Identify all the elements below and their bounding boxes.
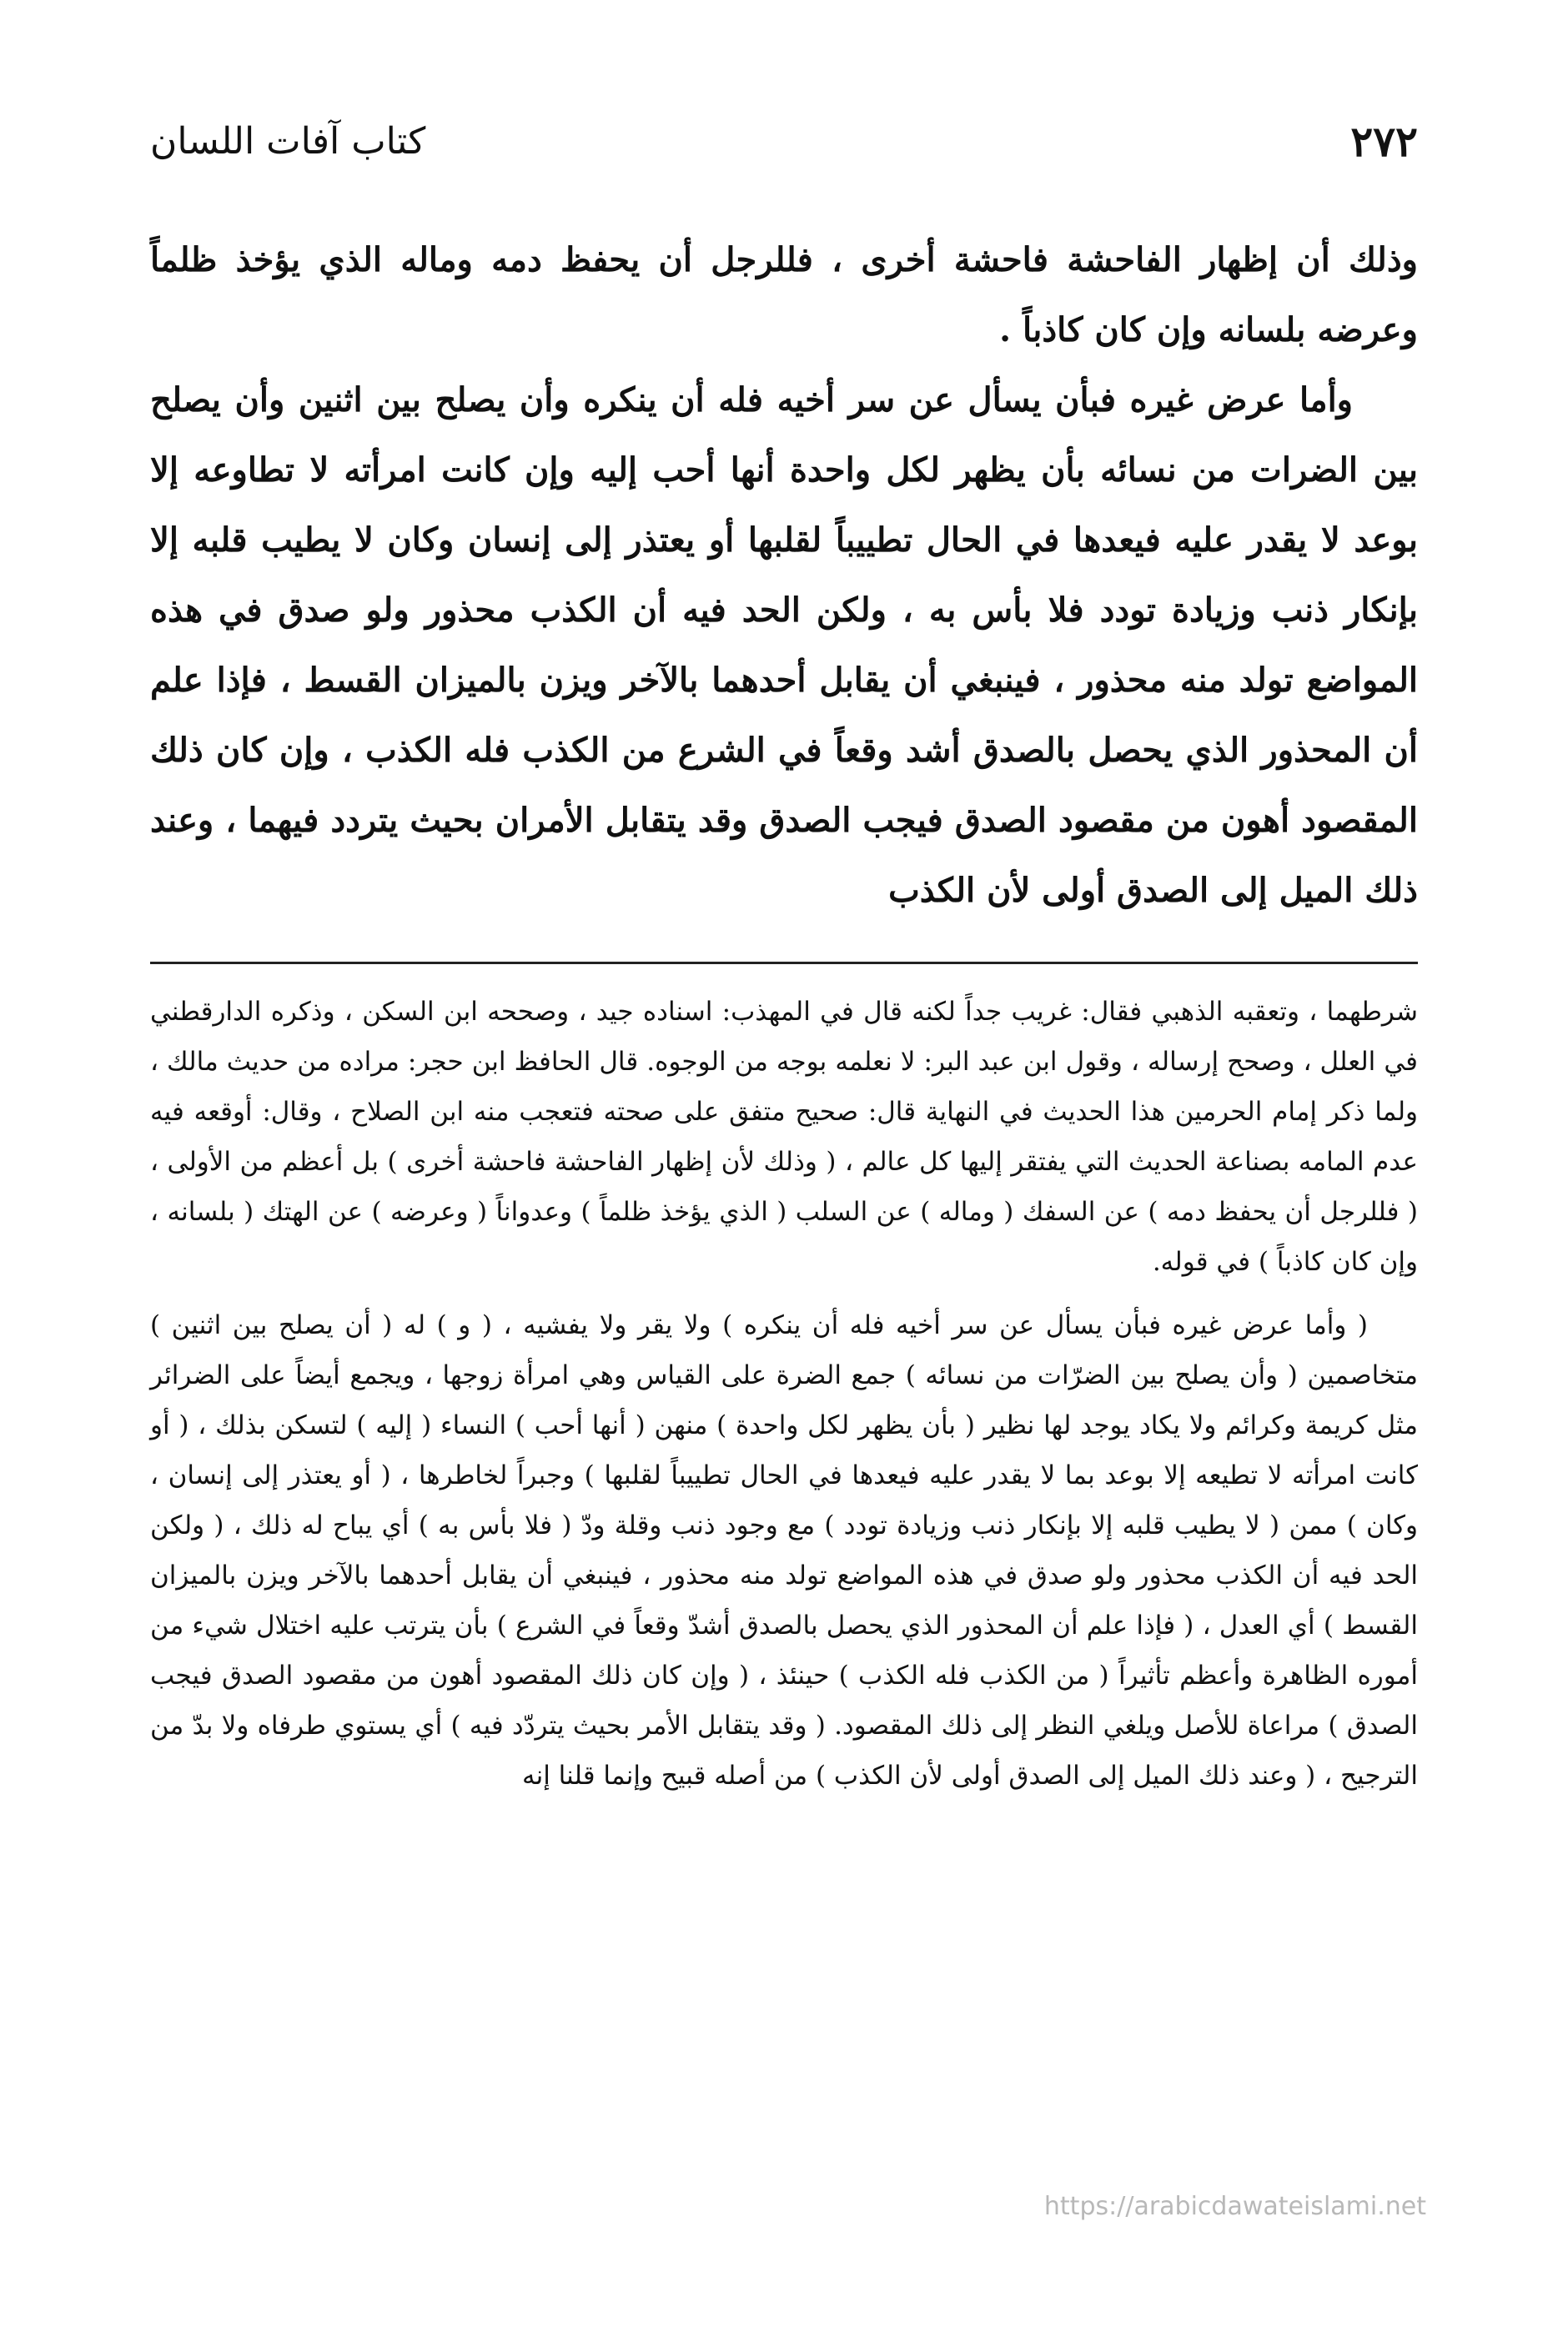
main-text bbox=[150, 225, 1418, 926]
footnote-block-1: شرطهما ، وتعقبه الذهبي فقال: غريب جداً لكنه قال في المهذب: اسناده جيد ، وصححه ابن السكن ، وذكره الدارقطني في العلل ، وصحح إرساله ، وقول ابن عبد البر: لا نعلمه بوجه من الوجوه. قال الحافظ ابن حجر: مراده من حديث مالك ، ولما ذكر إمام الحرمين هذا الحديث في النهاية قال: صحيح متفق على صحته فتعجب منه ابن الصلاح ، وقال: أوقعه فيه عدم المامه بصناعة الحديث التي يفتقر إليها كل عالم ، ( وذلك لأن إظهار الفاحشة فاحشة أخرى ) بل أعظم من الأولى ، ( فللرجل أن يحفظ دمه ) عن السفك ( وماله ) عن السلب ( الذي يؤخذ ظلماً ) وعدواناً ( وعرضه ) عن الهتك ( بلسانه ، وإن كان كاذباً ) في قوله. bbox=[150, 997, 1418, 1277]
running-title: كتاب آفات اللسان bbox=[150, 120, 426, 163]
footnote-divider bbox=[150, 962, 1418, 964]
main-paragraph-1: وذلك أن إظهار الفاحشة فاحشة أخرى ، فللرجل أن يحفظ دمه وماله الذي يؤخذ ظلماً وعرضه بلسانه وإن كان كاذباً . bbox=[150, 240, 1418, 349]
page-number: ٢٧٢ bbox=[1350, 117, 1418, 166]
main-paragraph-2: وأما عرض غيره فبأن يسأل عن سر أخيه فله أن ينكره وأن يصلح بين اثنين وأن يصلح بين الضرات من نسائه بأن يظهر لكل واحدة أنها أحب إليه وإن كانت امرأته لا تطاوعه إلا بوعد لا يقدر عليه فيعدها في الحال تطييباً لقلبها أو يعتذر إلى إنسان وكان لا يطيب قلبه إلا بإنكار ذنب وزيادة تودد فلا بأس به ، ولكن الحد فيه أن الكذب محذور ولو صدق في هذه المواضع تولد منه محذور ، فينبغي أن يقابل أحدهما بالآخر ويزن بالميزان القسط ، فإذا علم أن المحذور الذي يحصل بالصدق أشد وقعاً في الشرع من الكذب فله الكذب ، وإن كان ذلك المقصود أهون من مقصود الصدق فيجب الصدق وقد يتقابل الأمران بحيث يتردد فيهما ، وعند ذلك الميل إلى الصدق أولى لأن الكذب bbox=[150, 380, 1418, 910]
commentary-footnote bbox=[150, 987, 1418, 1801]
footnote-block-2: ( وأما عرض غيره فبأن يسأل عن سر أخيه فله أن ينكره ) ولا يقر ولا يفشيه ، ( و ) له ( أن يصلح بين اثنين ) متخاصمين ( وأن يصلح بين الضرّات من نسائه ) جمع الضرة على القياس وهي امرأة زوجها ، ويجمع أيضاً على الضرائر مثل كريمة وكرائم ولا يكاد يوجد لها نظير ( بأن يظهر لكل واحدة ) منهن ( أنها أحب ) النساء ( إليه ) لتسكن بذلك ، ( أو كانت امرأته لا تطيعه إلا بوعد بما لا يقدر عليه فيعدها في الحال تطييباً لقلبها ) وجبراً لخاطرها ، ( أو يعتذر إلى إنسان ، وكان ) ممن ( لا يطيب قلبه إلا بإنكار ذنب وزيادة تودد ) مع وجود ذنب وقلة ودّ ( فلا بأس به ) أي يباح له ذلك ، ( ولكن الحد فيه أن الكذب محذور ولو صدق في هذه المواضع تولد منه محذور ، فينبغي أن يقابل أحدهما بالآخر ويزن بالميزان القسط ) أي العدل ، ( فإذا علم أن المحذور الذي يحصل بالصدق أشدّ وقعاً في الشرع ) بأن يترتب عليه اختلال شيء من أموره الظاهرة وأعظم تأثيراً ( من الكذب فله الكذب ) حينئذ ، ( وإن كان ذلك المقصود أهون من مقصود الصدق فيجب الصدق ) مراعاة للأصل ويلغي النظر إلى ذلك المقصود. ( وقد يتقابل الأمر بحيث يتردّد فيه ) أي يستوي طرفاه ولا بدّ من الترجيح ، ( وعند ذلك الميل إلى الصدق أولى لأن الكذب ) من أصله قبيح وإنما قلنا إنه bbox=[150, 1310, 1418, 1791]
page-header bbox=[150, 117, 1418, 183]
watermark-url: https://arabicdawateislami.net bbox=[1043, 2192, 1426, 2221]
